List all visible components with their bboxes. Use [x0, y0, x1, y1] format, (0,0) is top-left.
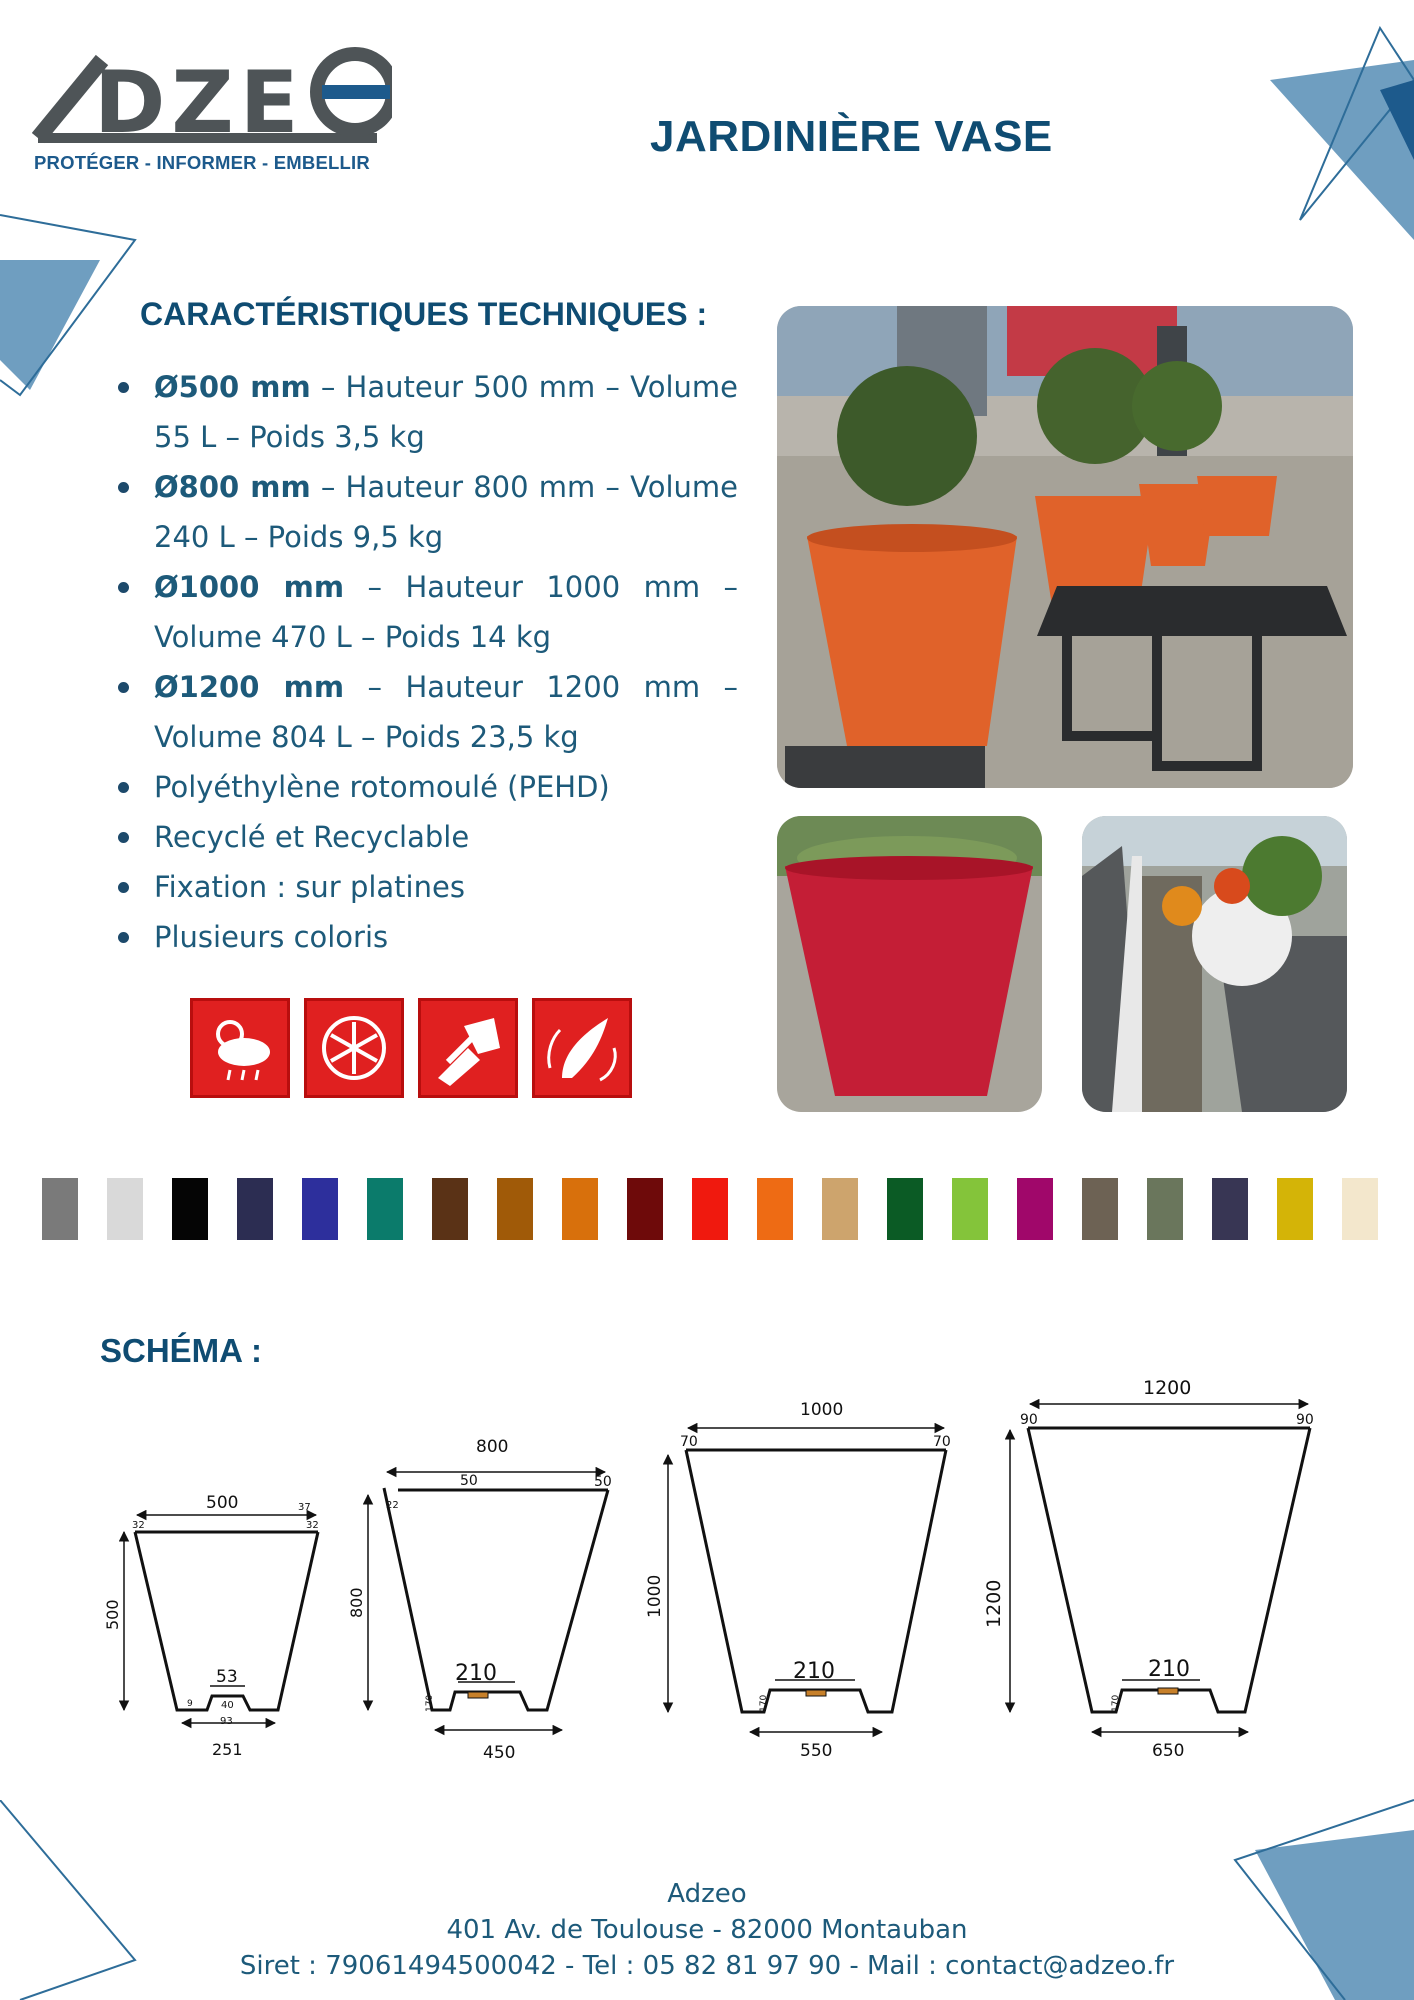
pot1000-height: 1000 — [645, 1574, 665, 1618]
pot1200-rim-right: 90 — [1296, 1412, 1314, 1428]
color-swatches — [42, 1178, 1378, 1240]
page-title: JARDINIÈRE VASE — [650, 112, 1053, 161]
color-swatch — [1017, 1178, 1053, 1240]
footer — [0, 1876, 1414, 1984]
pot1200-foot: 170 — [1111, 1694, 1121, 1712]
schema-heading: SCHÉMA : — [100, 1332, 262, 1369]
specs-heading: CARACTÉRISTIQUES TECHNIQUES : — [140, 296, 708, 332]
pot1000-rim-left: 70 — [680, 1434, 698, 1450]
list-item: Polyéthylène rotomoulé (PEHD) — [118, 762, 738, 812]
color-swatch — [497, 1178, 533, 1240]
color-swatch — [952, 1178, 988, 1240]
color-swatch — [887, 1178, 923, 1240]
pot500-b3: 9 — [187, 1699, 193, 1709]
color-swatch — [1212, 1178, 1248, 1240]
pot1000-foot: 170 — [759, 1694, 769, 1712]
pot1200-inner: 210 — [1148, 1657, 1190, 1682]
pot800-rim: 50 — [460, 1473, 478, 1489]
color-swatch — [42, 1178, 78, 1240]
pot800-foot: 170 — [425, 1694, 435, 1712]
impact-resistant-icon — [418, 998, 518, 1098]
list-item: Ø800 mm – Hauteur 800 mm – Volume 240 L – Poids 9,5 kg — [118, 462, 738, 562]
color-swatch — [172, 1178, 208, 1240]
pot500-top-label: 500 — [206, 1493, 239, 1513]
list-item: Fixation : sur platines — [118, 862, 738, 912]
footer-address: 401 Av. de Toulouse - 82000 Montauban — [446, 1915, 968, 1945]
list-item: Ø1000 mm – Hauteur 1000 mm – Volume 470 L – Poids 14 kg — [118, 562, 738, 662]
list-item: Plusieurs coloris — [118, 912, 738, 962]
color-swatch — [302, 1178, 338, 1240]
color-swatch — [1277, 1178, 1313, 1240]
list-item: Recyclé et Recyclable — [118, 812, 738, 862]
pot800-height: 800 — [347, 1587, 366, 1618]
pot500-rim-top-right: 37 — [298, 1502, 311, 1513]
pot-500-drawing — [124, 1515, 318, 1723]
pot-1200-drawing — [1010, 1404, 1310, 1732]
pot1000-base: 550 — [800, 1741, 833, 1761]
footer-contact: Siret : 79061494500042 - Tel : 05 82 81 97 90 - Mail : contact@adzeo.fr — [239, 1951, 1175, 1981]
adzeo-logo — [32, 40, 382, 180]
pot800-rim-left: 22 — [386, 1500, 399, 1511]
grey-planter-photo — [1082, 816, 1347, 1112]
pot1000-inner: 210 — [793, 1659, 835, 1684]
color-swatch — [1342, 1178, 1378, 1240]
specs-list — [118, 362, 738, 962]
pot800-base: 450 — [483, 1743, 516, 1763]
logo-tagline: PROTÉGER - INFORMER - EMBELLIR — [34, 152, 370, 173]
pot500-rim-right: 32 — [306, 1520, 319, 1531]
color-swatch — [1082, 1178, 1118, 1240]
pot-800-drawing — [368, 1472, 608, 1730]
pot1000-top-label: 1000 — [800, 1400, 844, 1420]
pot1200-base: 650 — [1152, 1741, 1185, 1761]
schema-drawings — [0, 1370, 1414, 1770]
pot1200-height: 1200 — [983, 1579, 1005, 1628]
color-swatch — [627, 1178, 663, 1240]
list-item: Ø1200 mm – Hauteur 1200 mm – Volume 804 L – Poids 23,5 kg — [118, 662, 738, 762]
pot800-top-label: 800 — [476, 1437, 509, 1457]
color-swatch — [237, 1178, 273, 1240]
color-swatch — [367, 1178, 403, 1240]
list-item: Ø500 mm – Hauteur 500 mm – Volume 55 L – Poids 3,5 kg — [118, 362, 738, 462]
pot500-base: 251 — [212, 1740, 243, 1759]
pot500-inner: 53 — [216, 1667, 238, 1687]
pot500-rim-left: 32 — [132, 1520, 145, 1531]
svg-text:DZE: DZE — [94, 53, 305, 150]
color-swatch — [757, 1178, 793, 1240]
color-swatch — [1147, 1178, 1183, 1240]
pot500-b1: 40 — [221, 1700, 234, 1711]
pot1000-rim-right: 70 — [933, 1434, 951, 1450]
pot500-height: 500 — [103, 1599, 122, 1630]
frost-resistant-icon — [304, 998, 404, 1098]
top-right-decor-icon — [1260, 20, 1414, 240]
color-swatch — [822, 1178, 858, 1240]
pot800-inner: 210 — [455, 1661, 497, 1686]
color-swatch — [692, 1178, 728, 1240]
color-swatch — [432, 1178, 468, 1240]
color-swatch — [562, 1178, 598, 1240]
pot800-rim-right: 50 — [594, 1474, 612, 1490]
red-planter-photo — [777, 816, 1042, 1112]
pictogram-row — [190, 998, 632, 1098]
pot1200-top-label: 1200 — [1143, 1377, 1192, 1399]
footer-company: Adzeo — [667, 1879, 747, 1909]
weather-resistant-icon — [190, 998, 290, 1098]
pot500-b2: 93 — [220, 1716, 233, 1727]
color-swatch — [107, 1178, 143, 1240]
fire-resistant-icon — [532, 998, 632, 1098]
pot1200-rim-left: 90 — [1020, 1412, 1038, 1428]
terrace-photo — [777, 306, 1353, 788]
pot-1000-drawing — [668, 1428, 946, 1732]
